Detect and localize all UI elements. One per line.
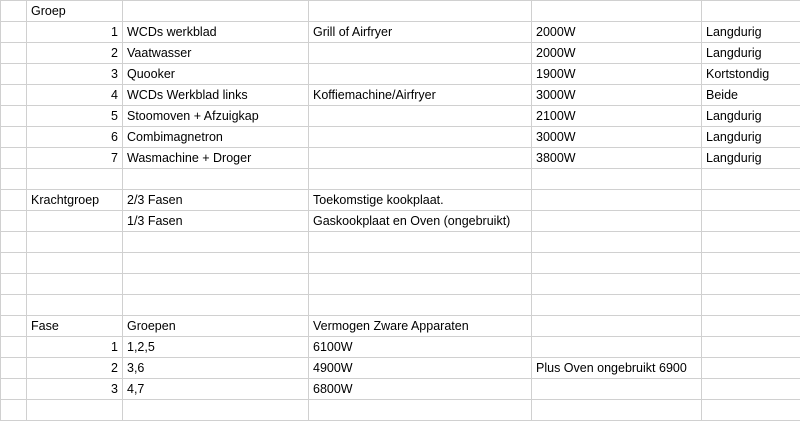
cell[interactable]: 4,7 [123,379,309,400]
table-row [1,148,800,169]
cell[interactable] [1,190,27,211]
cell[interactable] [702,211,800,232]
cell[interactable]: Groepen [123,316,309,337]
cell[interactable] [702,190,800,211]
cell[interactable]: Gaskookplaat en Oven (ongebruikt) [309,211,532,232]
cell[interactable] [27,274,123,295]
cell[interactable] [27,211,123,232]
cell[interactable]: Langdurig [702,22,800,43]
cell[interactable]: Krachtgroep [27,190,123,211]
cell[interactable] [123,400,309,421]
cell[interactable] [532,400,702,421]
cell[interactable]: 2/3 Fasen [123,190,309,211]
cell[interactable] [532,253,702,274]
cell[interactable]: Langdurig [702,127,800,148]
table-row [1,64,800,85]
cell[interactable] [532,169,702,190]
cell[interactable] [532,379,702,400]
cell[interactable]: 3800W [532,148,702,169]
cell[interactable]: 3000W [532,127,702,148]
cell[interactable]: 2100W [532,106,702,127]
cell[interactable]: 3000W [532,85,702,106]
cell[interactable] [309,148,532,169]
cell[interactable] [1,1,27,22]
cell[interactable]: 3 [27,64,123,85]
cell[interactable] [1,22,27,43]
table-row [1,358,800,379]
cell[interactable] [123,169,309,190]
cell[interactable]: 2 [27,358,123,379]
cell[interactable] [1,43,27,64]
cell[interactable] [702,316,800,337]
cell[interactable]: 1/3 Fasen [123,211,309,232]
cell[interactable] [532,190,702,211]
cell[interactable]: Vermogen Zware Apparaten [309,316,532,337]
cell[interactable] [1,274,27,295]
cell[interactable]: WCDs Werkblad links [123,85,309,106]
cell[interactable] [309,1,532,22]
cell[interactable] [532,316,702,337]
cell[interactable] [702,400,800,421]
table-row [1,190,800,211]
cell[interactable]: Stoomoven + Afzuigkap [123,106,309,127]
cell[interactable] [532,1,702,22]
cell[interactable]: 2 [27,43,123,64]
cell[interactable] [1,253,27,274]
cell[interactable] [1,106,27,127]
cell[interactable] [532,274,702,295]
table-row [1,127,800,148]
cell[interactable]: Vaatwasser [123,43,309,64]
cell[interactable]: Combimagnetron [123,127,309,148]
cell[interactable] [702,169,800,190]
cell[interactable] [702,337,800,358]
cell[interactable] [27,232,123,253]
cell[interactable]: 6100W [309,337,532,358]
cell[interactable] [702,295,800,316]
cell[interactable] [1,379,27,400]
cell[interactable] [1,85,27,106]
cell[interactable]: Grill of Airfryer [309,22,532,43]
cell[interactable]: Wasmachine + Droger [123,148,309,169]
cell[interactable]: Langdurig [702,43,800,64]
cell[interactable]: 1,2,5 [123,337,309,358]
cell[interactable] [702,358,800,379]
cell[interactable]: 1900W [532,64,702,85]
cell[interactable]: Koffiemachine/Airfryer [309,85,532,106]
cell[interactable] [309,253,532,274]
table-row [1,169,800,190]
cell[interactable] [27,253,123,274]
cell[interactable] [1,211,27,232]
cell[interactable]: 1 [27,22,123,43]
table-row [1,316,800,337]
cell[interactable]: 1 [27,337,123,358]
cell[interactable] [123,232,309,253]
cell[interactable]: 6800W [309,379,532,400]
cell[interactable] [123,1,309,22]
cell[interactable] [702,274,800,295]
cell[interactable]: WCDs werkblad [123,22,309,43]
cell[interactable]: Kortstondig [702,64,800,85]
cell[interactable] [1,169,27,190]
table-row [1,106,800,127]
table-row [1,274,800,295]
table-row [1,337,800,358]
cell[interactable] [1,127,27,148]
cell[interactable] [532,232,702,253]
cell[interactable] [309,295,532,316]
cell[interactable]: 4 [27,85,123,106]
table-row [1,85,800,106]
cell[interactable] [1,295,27,316]
cell[interactable] [309,274,532,295]
cell[interactable] [27,169,123,190]
table-row [1,295,800,316]
cell[interactable] [702,379,800,400]
cell[interactable]: 3 [27,379,123,400]
cell[interactable] [309,400,532,421]
table-row [1,232,800,253]
cell[interactable] [309,64,532,85]
cell[interactable]: Quooker [123,64,309,85]
cell[interactable] [1,316,27,337]
cell[interactable] [1,358,27,379]
cell[interactable]: Groep [27,1,123,22]
cell[interactable]: 2000W [532,43,702,64]
cell[interactable] [27,295,123,316]
table-row [1,379,800,400]
table-row [1,43,800,64]
cell[interactable] [1,400,27,421]
cell[interactable] [702,253,800,274]
cell[interactable] [1,337,27,358]
cell[interactable]: 6 [27,127,123,148]
cell[interactable] [532,337,702,358]
table-row [1,211,800,232]
cell[interactable] [1,64,27,85]
cell[interactable]: Plus Oven ongebruikt 6900 [532,358,702,379]
cell[interactable] [532,295,702,316]
cell[interactable]: 2000W [532,22,702,43]
cell[interactable] [309,106,532,127]
table-row [1,22,800,43]
cell[interactable] [702,1,800,22]
cell[interactable] [309,43,532,64]
cell[interactable] [123,274,309,295]
cell[interactable] [309,169,532,190]
cell[interactable]: Langdurig [702,106,800,127]
cell[interactable]: 5 [27,106,123,127]
cell[interactable] [309,127,532,148]
cell[interactable] [702,232,800,253]
cell[interactable]: 7 [27,148,123,169]
table-row [1,253,800,274]
cell[interactable] [309,232,532,253]
cell[interactable]: 3,6 [123,358,309,379]
table-row [1,1,800,22]
cell[interactable] [27,400,123,421]
cell[interactable]: 4900W [309,358,532,379]
table-row [1,400,800,421]
cell[interactable] [1,232,27,253]
cell[interactable] [532,211,702,232]
cell[interactable]: Langdurig [702,148,800,169]
cell[interactable]: Toekomstige kookplaat. [309,190,532,211]
cell[interactable]: Beide [702,85,800,106]
cell[interactable] [1,148,27,169]
cell[interactable] [123,253,309,274]
cell[interactable] [123,295,309,316]
cell[interactable]: Fase [27,316,123,337]
